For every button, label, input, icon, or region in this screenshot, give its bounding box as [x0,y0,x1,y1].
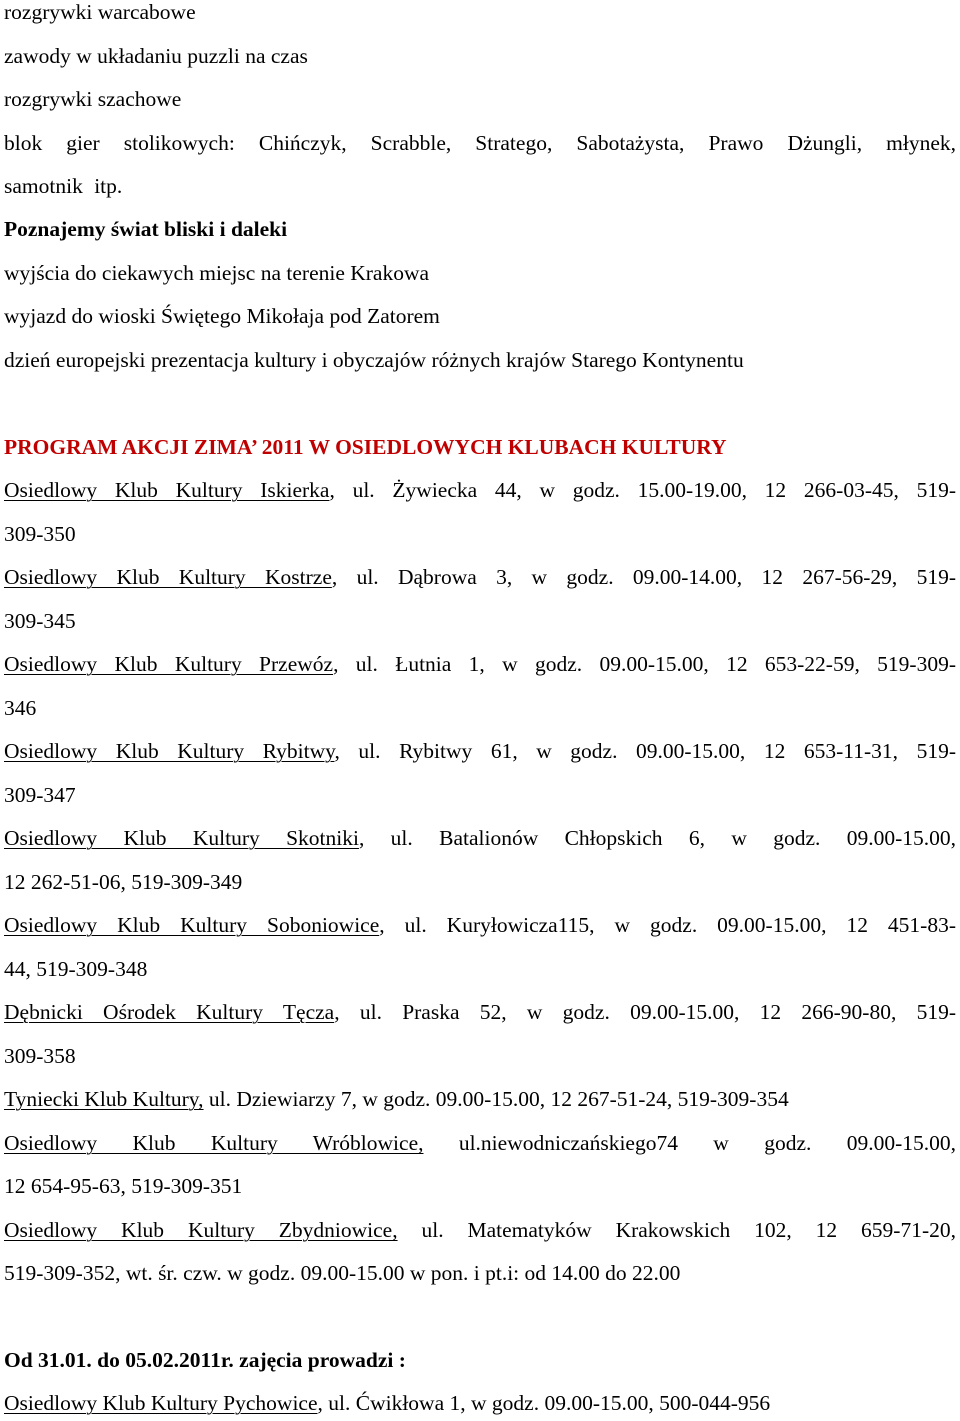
club-details: ul. Matematyków Krakowskich 102, 12 659-71-20, [397,1218,956,1242]
club-details: , ul. Żywiecka 44, w godz. 15.00-19.00, 12 266-03-45, 519- [329,478,956,502]
club-details: , ul. Łutnia 1, w godz. 09.00-15.00, 12 653-22-59, 519-309- [333,652,956,676]
club-name-link[interactable]: Osiedlowy Klub Kultury Soboniowice [4,913,380,937]
club-entry [4,567,956,589]
club-details-cont: 309-345 [4,609,76,633]
activity-item: zawody w układaniu puzzli na czas [4,44,308,68]
activity-item: blok gier stolikowych: Chińczyk, Scrabble, Stratego, Sabotażysta, Prawo Dżungli, młynek, [4,131,956,155]
club-entry [4,480,956,502]
club-details: , ul. Ćwikłowa 1, w godz. 09.00-15.00, 500-044-956 [317,1391,771,1415]
club-name-link[interactable]: Osiedlowy Klub Kultury Skotniki [4,826,359,850]
club-entry [4,654,956,676]
activity-item: rozgrywki warcabowe [4,0,196,24]
club-entry [4,1089,789,1111]
club-details: , ul. Praska 52, w godz. 09.00-15.00, 12 266-90-80, 519- [334,1000,956,1024]
activity-item: rozgrywki szachowe [4,87,182,111]
club-details-cont: 12 262-51-06, 519-309-349 [4,870,243,894]
section-item: dzień europejski prezentacja kultury i obyczajów różnych krajów Starego Kontynentu [4,348,744,372]
club-name-link[interactable]: Osiedlowy Klub Kultury Przewóz [4,652,334,676]
club-details: , ul. Kuryłowicza115, w godz. 09.00-15.00, 12 451-83- [379,913,956,937]
club-name-link[interactable]: Osiedlowy Klub Kultury Kostrze [4,565,332,589]
club-details: , ul. Dąbrowa 3, w godz. 09.00-14.00, 12 267-56-29, 519- [331,565,956,589]
club-entry [4,741,956,763]
club-entry [4,1002,956,1024]
club-details: , ul. Batalionów Chłopskich 6, w godz. 09.00-15.00, [358,826,956,850]
club-name-link[interactable]: Osiedlowy Klub Kultury Rybitwy [4,739,335,763]
club-details-cont: 309-350 [4,522,76,546]
section-item: wyjścia do ciekawych miejsc na terenie Krakowa [4,261,430,285]
club-details: ul.niewodniczańskiego74 w godz. 09.00-15.00, [423,1131,956,1155]
club-entry [4,1393,770,1415]
club-details-cont: 44, 519-309-348 [4,957,148,981]
club-entry [4,915,956,937]
club-name-link[interactable]: Osiedlowy Klub Kultury Wróblowice, [4,1131,424,1155]
club-details-cont: 519-309-352, wt. śr. czw. w godz. 09.00-15.00 w pon. i pt.i: od 14.00 do 22.00 [4,1261,681,1285]
club-details: ul. Dziewiarzy 7, w godz. 09.00-15.00, 12 267-51-24, 519-309-354 [203,1087,789,1111]
club-name-link[interactable]: Dębnicki Ośrodek Kultury Tęcza [4,1000,335,1024]
club-entry [4,828,956,850]
club-name-link[interactable]: Osiedlowy Klub Kultury Iskierka [4,478,330,502]
club-name-link[interactable]: Osiedlowy Klub Kultury Pychowice [4,1391,318,1415]
club-details-cont: 309-347 [4,783,76,807]
club-details-cont: 12 654-95-63, 519-309-351 [4,1174,243,1198]
final-heading: Od 31.01. do 05.02.2011r. zajęcia prowadzi : [4,1348,406,1372]
club-details: , ul. Rybitwy 61, w godz. 09.00-15.00, 12 653-11-31, 519- [334,739,956,763]
club-entry [4,1133,956,1155]
program-heading: PROGRAM AKCJI ZIMA’ 2011 W OSIEDLOWYCH KLUBACH KULTURY [4,435,727,459]
club-name-link[interactable]: Osiedlowy Klub Kultury Zbydniowice, [4,1218,398,1242]
club-details-cont: 346 [4,696,37,720]
section-item: wyjazd do wioski Świętego Mikołaja pod Zatorem [4,304,440,328]
section-heading: Poznajemy świat bliski i daleki [4,217,288,241]
club-entry [4,1220,956,1242]
activity-item: samotnik itp. [4,174,123,198]
club-name-link[interactable]: Tyniecki Klub Kultury, [4,1087,204,1111]
club-details-cont: 309-358 [4,1044,76,1068]
